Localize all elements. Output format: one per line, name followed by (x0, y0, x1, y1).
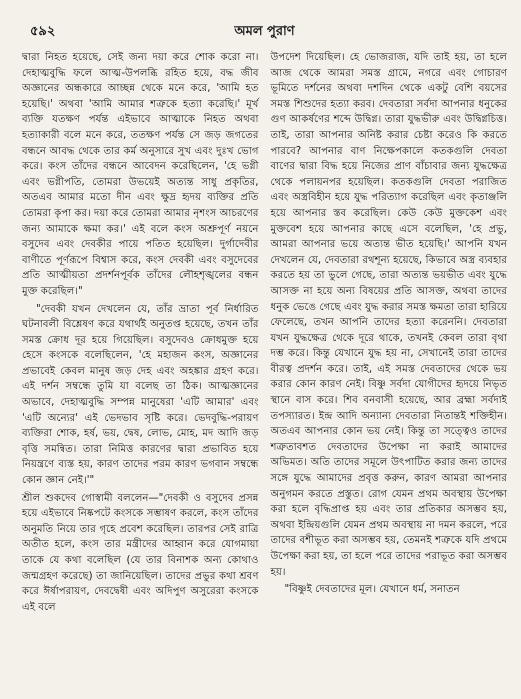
running-title: অমল পুরাণ (234, 24, 295, 39)
paragraph: দ্বারা নিহত হয়েছে, সেই জন্য দয়া করে শোক করো না। দেহাত্মবুদ্ধি ফলে আত্ম-উপলব্ধি রহিত হয়ে, বদ্ধ জীব অজ্ঞানের অন্ধকারে আচ্ছন্ন থেকে মনে করে, 'আমি হত হয়েছি।' অথবা 'আমি আমার শত্রুকে হত্যা করেছি।' মূর্খ ব্যক্তি যতক্ষণ পর্যন্ত এইভাবে আত্মাকে নিহত অথবা হত্যাকারী বলে মনে করে, ততক্ষণ পর্যন্ত সে জড় জগতের বন্ধনে আবদ্ধ থেকে তার কর্ম অনুসারে সুখ এবং দুঃখ ভোগ করে। কংস তাঁদের বন্ধনে আবেদন করেছিলেন, 'হে ভগ্নী এবং ভগ্নীপতি, তোমরা উভয়েই অত্যন্ত সাধু প্রকৃতির, অতএব আমার মতো দীন এবং ক্ষুদ্র হৃদয় ব্যক্তির প্রতি তোমরা কৃপা কর। দয়া করে তোমরা আমার নৃশংস আচরণের জন্য আমাকে ক্ষমা কর।' এই বলে কংস অশ্রুপূর্ণ নয়নে বসুদেব এবং দেবকীর পায়ে পতিত হয়েছিল। দুর্গাদেবীর বাণীতে পূর্ণরূপে বিশ্বাস করে, কংস দেবকী এবং বসুদেবের প্রতি আত্মীয়তা প্রদর্শনপূর্বক তাঁদের লৌহশৃঙ্খলের বন্ধন মুক্ত করেছিল।" (22, 52, 259, 297)
page-number: ৫৯২ (30, 24, 56, 39)
paragraph: উপদেশ দিয়েছিল। হে ভোজরাজ, যদি তাই হয়, তা হলে আজ থেকে আমরা সমস্ত গ্রামে, নগরে এবং গোচারণ ভূমিতে দর্শনের অথবা দশদিন থেকে একটু বেশি বয়সের সমস্ত শিশুদের হত্যা করব। দেবতারা সর্বদা আপনার ধনুকের গুণ আকর্ষণের শব্দে উদ্বিগ্ন। তারা যুদ্ধভীরু এবং উদ্বিগ্নচিত্ত। তাই, তারা আপনার অনিষ্ট করার চেষ্টা করেও কি করতে পারবে? আপনার বাণ নিক্ষেপকালে কতকগুলি দেবতা বাণের দ্বারা বিদ্ধ হয়ে নিজের প্রাণ বাঁচাবার জন্য যুদ্ধক্ষেত্র থেকে পলায়নপর হয়েছিল। কতকগুলি দেবতা পরাজিত এবং অস্ত্রবিহীন হয়ে যুদ্ধ পরিত্যাগ করেছিল এবং কৃতাঞ্জলি হয়ে আপনার স্তব করেছিল। কেউ কেউ মুক্তকেশ এবং মুক্তবেশ হয়ে আপনার কাছে এসে বলেছিল, 'হে প্রভু, আমরা আপনার ভয়ে অত্যন্ত ভীত হয়েছি।' আপনি যখন দেখলেন যে, দেবতারা রথশূন্য হয়েছে, কিভাবে অস্ত্র ব্যবহার করতে হয় তা ভুলে গেছে, তারা অত্যন্ত ভয়ভীত এবং যুদ্ধে আসক্ত না হয়ে অন্য বিষয়ের প্রতি আসক্ত, অথবা তাদের ধনুক ভেঙে গেছে এবং যুদ্ধ করার সমস্ত ক্ষমতা তারা হারিয়ে ফেলেছে, তখন আপনি তাদের হত্যা করেননি। দেবতারা যখন যুদ্ধক্ষেত্র থেকে দূরে থাকে, তখনই কেবল তারা বৃথা দম্ভ করে। কিন্তু যেখানে যুদ্ধ হয় না, সেখানেই তারা তাদের বীরত্ব প্রদর্শন করে। তাই, এই সমস্ত দেবতাদের থেকে ভয় করার কোন কারণ নেই। বিষ্ণু সর্বদা যোগীদের হৃদয়ে নিভৃত স্থানে বাস করে। শিব বনবাসী হয়েছে, আর ব্রহ্মা সর্বদাই তপস্যারত। ইন্দ্র আদি অন্যান্য দেবতারা নিতান্তই শক্তিহীন। অতএব আপনার কোন ভয় নেই। কিন্তু তা সত্ত্বেও তাদের শত্রুতাবশত দেবতাদের উপেক্ষা না করাই আমাদের অভিমত। অতি তাদের সমূলে উৎপাটিত করার জন্য তাদের সঙ্গে যুদ্ধে আমাদের প্রবৃত্ত করুন, কারণ আমরা আপনার অনুগমন করতে প্রস্তুত। রোগ যেমন প্রথম অবস্থায় উপেক্ষা করা হলে বৃদ্ধিপ্রাপ্ত হয় এবং তার প্রতিকার অসম্ভব হয়, অথবা ইন্দ্রিয়গুলি যেমন প্রথম অবস্থায় না দমন করলে, পরে তাদের বশীভূত করা অসম্ভব হয়, তেমনই শত্রুকে যদি প্রথমে উপেক্ষা করা হয়, তা হলে পরে তাদের পরাভূত করা অসম্ভব হয়। (270, 52, 507, 578)
left-column (22, 50, 259, 617)
right-column (271, 50, 508, 617)
paragraph: "দেবকী যখন দেখলেন যে, তাঁর ভ্রাতা পূর্ব নির্ধারিত ঘটনাবলী বিশ্লেষণ করে যথার্থই অনুতপ্ত হয়েছে, তখন তাঁর সমস্ত ক্রোধ দূর হয়ে গিয়েছিল। বসুদেবও ক্রোধমুক্ত হয়ে হেসে কংসকে বলেছিলেন, 'হে মহাজন কংস, অজ্ঞানের প্রভাবেই কেবল মানুষ জড় দেহ এবং অহঙ্কার গ্রহণ করে। এই দর্শন সম্বন্ধে তুমি যা বলেছ তা ঠিক। আত্মজ্ঞানের অভাবে, দেহাত্মবুদ্ধি সম্পন্ন মানুষেরা 'এটি আমার' এবং 'এটি অন্যের' এই ভেদভাব সৃষ্টি করে। ভেদবুদ্ধি-পরায়ণ ব্যক্তিরা শোক, হর্ষ, ভয়, দ্বেষ, লোভ, মোহ, মদ আদি জড় বৃত্তি সমন্বিত। তারা নিমিত্ত কারণের দ্বারা প্রভাবিত হয়ে নিয়ন্ত্রণে ব্যস্ত হয়, কারণ তাদের পরম কারণ ভগবান সম্বন্ধে কোন জ্ঞান নেই।'" (22, 303, 259, 487)
paragraph: শ্রীল শুকদেব গোস্বামী বললেন—"দেবকী ও বসুদেব প্রসন্ন হয়ে এইভাবে নিষ্কপটে কংসকে সম্ভাষণ করলে, কংস তাঁদের অনুমতি নিয়ে তার গৃহে প্রবেশ করেছিল। তারপর সেই রাত্রি অতীত হলে, কংস তার মন্ত্রীদের আহ্বান করে যোগমায়া তাকে যে কথা বলেছিল (যে তার বিনাশক অন্য কোথাও জন্মগ্রহণ করেছে) তা জানিয়েছিল। তাদের প্রভুর কথা শ্রবণ করে ঈর্ষাপরায়ণ, দেবদ্বেষী এবং অদিপুণ অসুরেরা কংসকে এই বলে (22, 492, 259, 613)
page-header (22, 10, 507, 50)
paragraph: "বিষ্ণুই দেবতাদের মূল। যেখানে ধর্ম, সনাতন (284, 584, 460, 596)
text-columns (22, 50, 507, 617)
